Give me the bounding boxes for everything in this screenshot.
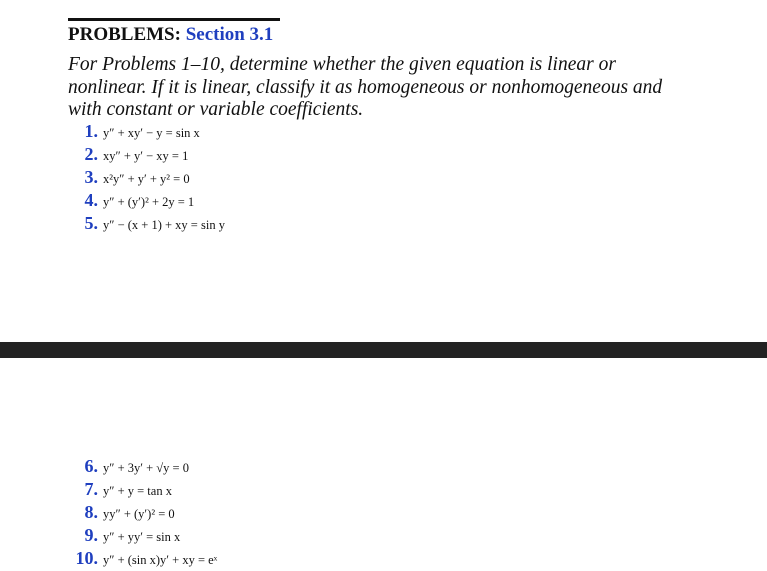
- problem-item-5: [68, 213, 225, 236]
- problem-number: 7.: [84, 479, 98, 499]
- problem-item-1: [68, 121, 225, 144]
- page-divider-bar: [0, 342, 767, 358]
- problem-equation: y″ − (x + 1) + xy = sin y: [103, 218, 225, 232]
- problem-equation: y″ + xy′ − y = sin x: [103, 126, 200, 140]
- problem-number: 5.: [84, 213, 98, 233]
- problem-number: 6.: [84, 456, 98, 476]
- problem-equation: y″ + 3y′ + √y = 0: [103, 461, 189, 475]
- problem-number: 4.: [84, 190, 98, 210]
- problem-equation: y″ + y = tan x: [103, 484, 172, 498]
- problem-item-10: [68, 548, 217, 571]
- problem-number: 2.: [84, 144, 98, 164]
- section-header: [68, 18, 280, 47]
- problem-equation: y″ + (y′)² + 2y = 1: [103, 195, 195, 209]
- problem-list-part2: [68, 456, 217, 571]
- problem-equation: y″ + (sin x)y′ + xy = eˣ: [103, 553, 218, 567]
- section-title: Section 3.1: [185, 24, 274, 45]
- instructions-text: For Problems 1–10, determine whether the given equation is linear or nonlinear. If it is linear, classify it as homogeneous or nonhomogeneous and with constant or variable coefficients.: [68, 54, 663, 120]
- problem-number: 1.: [84, 121, 98, 141]
- problem-item-7: [68, 479, 217, 502]
- problem-item-6: [68, 456, 217, 479]
- problem-number: 8.: [84, 502, 98, 522]
- problem-equation: x²y″ + y′ + y² = 0: [103, 172, 190, 186]
- problem-number: 10.: [75, 548, 98, 568]
- problem-item-9: [68, 525, 217, 548]
- problem-list-part1: [68, 121, 225, 236]
- problem-item-8: [68, 502, 217, 525]
- problem-item-4: [68, 190, 225, 213]
- problem-equation: yy″ + (y′)² = 0: [103, 507, 175, 521]
- problem-number: 9.: [84, 525, 98, 545]
- problem-equation: y″ + yy′ = sin x: [103, 530, 181, 544]
- problem-number: 3.: [84, 167, 98, 187]
- problems-label: PROBLEMS:: [68, 24, 181, 45]
- problem-item-3: [68, 167, 225, 190]
- problem-item-2: [68, 144, 225, 167]
- problem-equation: xy″ + y′ − xy = 1: [103, 149, 189, 163]
